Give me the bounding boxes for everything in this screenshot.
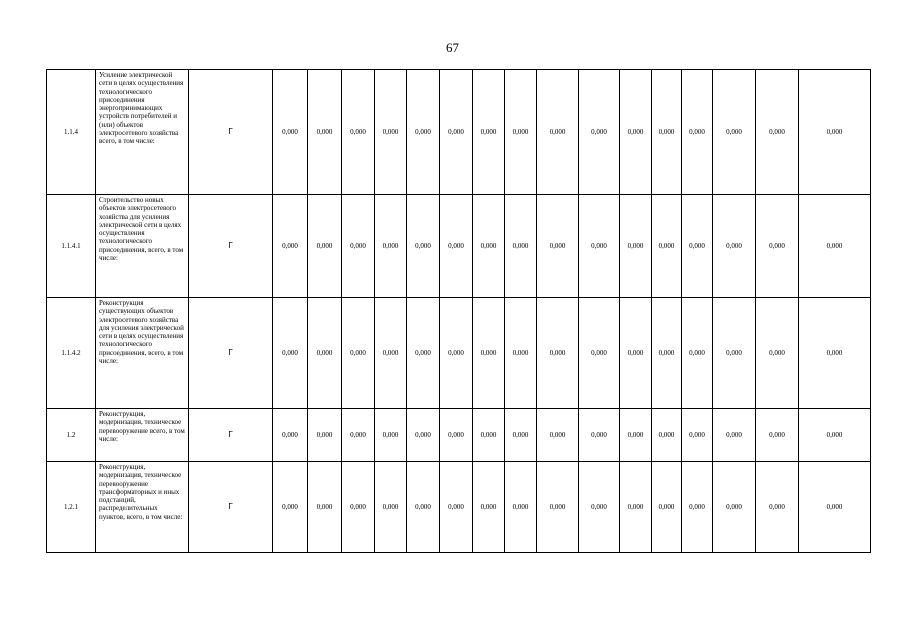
row-id: 1.2.1: [47, 462, 96, 553]
value-cell: 0,000: [342, 70, 375, 195]
value-cell: 0,000: [440, 298, 473, 409]
value-cell: 0,000: [375, 462, 407, 553]
row-name: Строительство новых объектов электросетевого хозяйства для усиления электрической сети в целях осуществления технологического присоединения, всего, в том числе:: [96, 195, 189, 298]
row-name: Реконструкция, модернизация, техническое перевооружение трансформаторных и иных подстанций, распределительных пунктов, всего, в том числе:: [96, 462, 189, 553]
value-cell: 0,000: [342, 409, 375, 462]
value-cell: 0,000: [308, 70, 342, 195]
value-cell: 0,000: [440, 462, 473, 553]
investment-table: [46, 69, 871, 553]
value-cell: 0,000: [505, 298, 537, 409]
value-cell: 0,000: [682, 195, 713, 298]
table-row: [47, 195, 871, 298]
row-name: Усиление электрической сети в целях осуществления технологического присоединения энергопринимающих устройств потребителей и (или) объектов электросетевого хозяйства всего, в том числе:: [96, 70, 189, 195]
value-cell: 0,000: [799, 462, 871, 553]
value-cell: 0,000: [682, 70, 713, 195]
value-cell: 0,000: [713, 462, 756, 553]
table-row: [47, 462, 871, 553]
value-cell: 0,000: [713, 70, 756, 195]
value-cell: 0,000: [652, 195, 682, 298]
value-cell: 0,000: [375, 70, 407, 195]
value-cell: 0,000: [273, 462, 308, 553]
value-cell: 0,000: [537, 409, 579, 462]
value-cell: 0,000: [652, 70, 682, 195]
value-cell: 0,000: [579, 462, 620, 553]
table-row: [47, 409, 871, 462]
row-code: Г: [189, 70, 273, 195]
value-cell: 0,000: [342, 462, 375, 553]
value-cell: 0,000: [652, 462, 682, 553]
value-cell: 0,000: [273, 195, 308, 298]
row-name: Реконструкция существующих объектов электросетевого хозяйства для усиления электрической сети в целях осуществления технологического присоединения, всего, в том числе:: [96, 298, 189, 409]
row-name: Реконструкция, модернизация, техническое перевооружение всего, в том числе:: [96, 409, 189, 462]
value-cell: 0,000: [308, 298, 342, 409]
row-id: 1.2: [47, 409, 96, 462]
value-cell: 0,000: [473, 409, 505, 462]
value-cell: 0,000: [308, 409, 342, 462]
value-cell: 0,000: [620, 298, 652, 409]
value-cell: 0,000: [537, 195, 579, 298]
value-cell: 0,000: [799, 298, 871, 409]
value-cell: 0,000: [505, 70, 537, 195]
value-cell: 0,000: [537, 298, 579, 409]
row-code: Г: [189, 409, 273, 462]
value-cell: 0,000: [799, 195, 871, 298]
row-id: 1.1.4.1: [47, 195, 96, 298]
value-cell: 0,000: [440, 70, 473, 195]
value-cell: 0,000: [756, 409, 799, 462]
value-cell: 0,000: [342, 298, 375, 409]
table-row: [47, 70, 871, 195]
value-cell: 0,000: [407, 409, 440, 462]
value-cell: 0,000: [308, 462, 342, 553]
value-cell: 0,000: [407, 70, 440, 195]
value-cell: 0,000: [375, 298, 407, 409]
value-cell: 0,000: [505, 409, 537, 462]
value-cell: 0,000: [682, 462, 713, 553]
value-cell: 0,000: [620, 409, 652, 462]
value-cell: 0,000: [505, 462, 537, 553]
row-code: Г: [189, 195, 273, 298]
value-cell: 0,000: [713, 195, 756, 298]
row-id: 1.1.4: [47, 70, 96, 195]
value-cell: 0,000: [308, 195, 342, 298]
value-cell: 0,000: [537, 462, 579, 553]
value-cell: 0,000: [375, 409, 407, 462]
row-code: Г: [189, 298, 273, 409]
row-code: Г: [189, 462, 273, 553]
row-id: 1.1.4.2: [47, 298, 96, 409]
value-cell: 0,000: [473, 462, 505, 553]
value-cell: 0,000: [273, 70, 308, 195]
value-cell: 0,000: [682, 409, 713, 462]
value-cell: 0,000: [799, 409, 871, 462]
value-cell: 0,000: [756, 70, 799, 195]
value-cell: 0,000: [375, 195, 407, 298]
value-cell: 0,000: [473, 70, 505, 195]
value-cell: 0,000: [713, 298, 756, 409]
value-cell: 0,000: [756, 462, 799, 553]
value-cell: 0,000: [620, 195, 652, 298]
value-cell: 0,000: [579, 195, 620, 298]
page-number: 67: [446, 40, 459, 55]
value-cell: 0,000: [407, 462, 440, 553]
value-cell: 0,000: [342, 195, 375, 298]
value-cell: 0,000: [407, 195, 440, 298]
value-cell: 0,000: [756, 298, 799, 409]
value-cell: 0,000: [620, 70, 652, 195]
value-cell: 0,000: [273, 298, 308, 409]
value-cell: 0,000: [799, 70, 871, 195]
value-cell: 0,000: [652, 409, 682, 462]
value-cell: 0,000: [713, 409, 756, 462]
value-cell: 0,000: [273, 409, 308, 462]
value-cell: 0,000: [407, 298, 440, 409]
value-cell: 0,000: [682, 298, 713, 409]
value-cell: 0,000: [579, 70, 620, 195]
value-cell: 0,000: [505, 195, 537, 298]
value-cell: 0,000: [579, 409, 620, 462]
value-cell: 0,000: [473, 195, 505, 298]
value-cell: 0,000: [652, 298, 682, 409]
value-cell: 0,000: [440, 409, 473, 462]
value-cell: 0,000: [537, 70, 579, 195]
value-cell: 0,000: [756, 195, 799, 298]
value-cell: 0,000: [473, 298, 505, 409]
table-row: [47, 298, 871, 409]
value-cell: 0,000: [579, 298, 620, 409]
value-cell: 0,000: [440, 195, 473, 298]
value-cell: 0,000: [620, 462, 652, 553]
